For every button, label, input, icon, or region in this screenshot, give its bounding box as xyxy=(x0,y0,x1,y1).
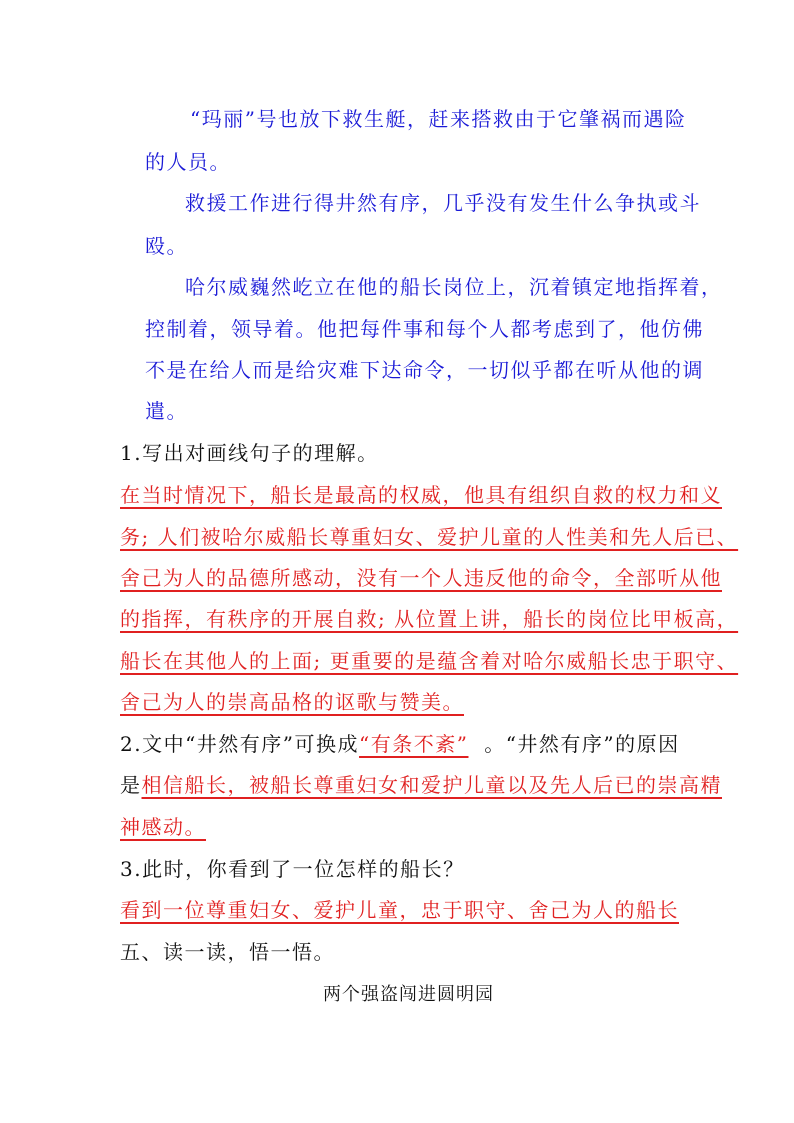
passage-p2-line1: 救援工作进行得井然有序，几乎没有发生什么争执或斗 xyxy=(185,191,701,215)
q2-suffix: 。“井然有序”的原因 xyxy=(484,732,680,756)
q2-question xyxy=(120,731,680,757)
q1-answer-line6: 舍己为人的崇高品格的讴歌与赞美。 xyxy=(120,690,464,714)
section5-heading: 五、读一读，悟一悟。 xyxy=(120,940,335,964)
passage-p1-line1: “玛丽”号也放下救生艇，赶来搭救由于它肇祸而遇险 xyxy=(190,107,687,131)
q1-answer-line1: 在当时情况下，船长是最高的权威，他具有组织自救的权力和义 xyxy=(120,483,722,507)
passage-p1-line2: 的人员。 xyxy=(145,150,231,174)
q3-answer: 看到一位尊重妇女、爱护儿童，忠于职守、舍己为人的船长 xyxy=(120,898,679,922)
q2-prefix: 2.文中“井然有序”可换成 xyxy=(120,732,360,756)
q1-answer-line5: 船长在其他人的上面; 更重要的是蕴含着对哈尔威船长忠于职守、 xyxy=(120,649,739,673)
q2-line2-prefix: 是 xyxy=(120,773,142,797)
q3-question: 3.此时，你看到了一位怎样的船长？ xyxy=(120,857,465,881)
passage-p3-line3: 不是在给人而是给灾难下达命令，一切似乎都在听从他的调 xyxy=(145,358,704,382)
q1-answer-line2: 务; 人们被哈尔威船长尊重妇女、爱护儿童的人性美和先人后已、 xyxy=(120,525,739,549)
passage-p3-line4: 遣。 xyxy=(145,399,188,423)
passage-p3-line2: 控制着，领导着。他把每件事和每个人都考虑到了，他仿佛 xyxy=(145,317,704,341)
q2-answer-line2: 神感动。 xyxy=(120,815,206,839)
q1-answer-line3: 舍己为人的品德所感动，没有一个人违反他的命令，全部听从他 xyxy=(120,566,722,590)
passage-p2-line2: 殴。 xyxy=(145,234,188,258)
q2-answer-line1: 相信船长，被船长尊重妇女和爱护儿童以及先人后已的崇高精 xyxy=(141,773,722,797)
q2-reason-line1 xyxy=(120,772,722,798)
q1-answer-line4: 的指挥，有秩序的开展自救; 从位置上讲，船长的岗位比甲板高， xyxy=(120,607,739,631)
q1-question: 1.写出对画线句子的理解。 xyxy=(120,441,379,465)
q2-blank-answer: “有条不紊” xyxy=(359,732,469,756)
passage-p3-line1: 哈尔威巍然屹立在他的船长岗位上，沉着镇定地指挥着， xyxy=(185,275,723,299)
article-title: 两个强盗闯进圆明园 xyxy=(323,984,494,1005)
